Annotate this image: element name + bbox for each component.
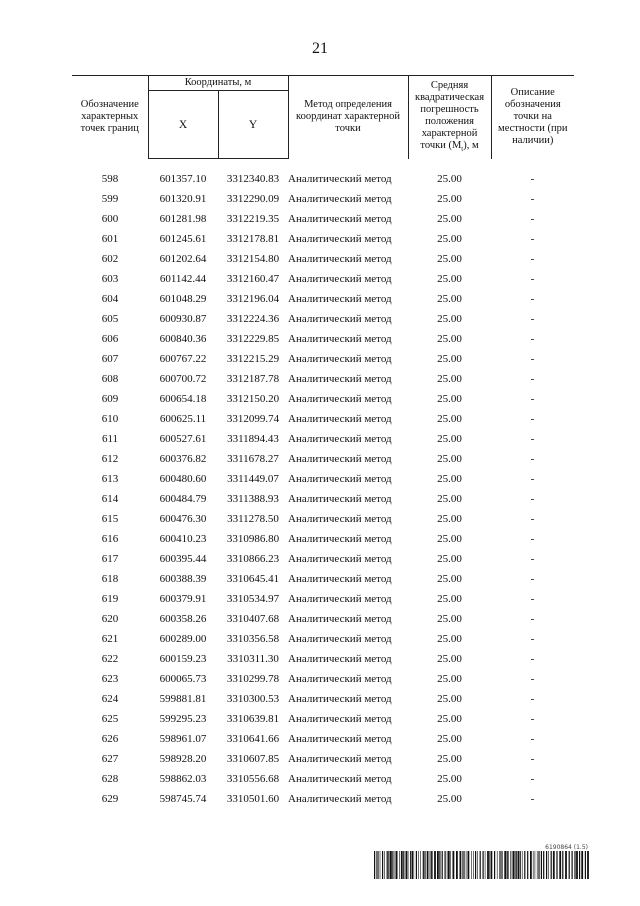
cell-method: Аналитический метод	[288, 733, 392, 745]
cell-method: Аналитический метод	[288, 773, 392, 785]
cell-point: 599	[101, 193, 119, 205]
table-row	[72, 629, 574, 649]
cell-point: 611	[101, 433, 119, 445]
cell-point: 622	[101, 653, 119, 665]
cell-x: 601245.61	[159, 233, 207, 245]
cell-y: 3310639.81	[226, 713, 280, 725]
header-error: Средняя квадратическая погрешность положения характерной точки $(M_t)$, м	[408, 76, 491, 159]
cell-point: 627	[101, 753, 119, 765]
cell-point: 626	[101, 733, 119, 745]
coordinates-table	[72, 75, 574, 809]
cell-x: 600527.61	[159, 433, 207, 445]
table-row	[72, 369, 574, 389]
cell-error: 25.00	[437, 433, 462, 445]
cell-y: 3312290.09	[226, 193, 280, 205]
cell-desc: -	[530, 713, 535, 725]
cell-y: 3311894.43	[227, 433, 279, 445]
cell-desc: -	[530, 633, 535, 645]
cell-error: 25.00	[437, 353, 462, 365]
cell-method: Аналитический метод	[288, 433, 392, 445]
barcode-image	[374, 851, 590, 879]
cell-y: 3310356.58	[226, 633, 280, 645]
cell-desc: -	[530, 613, 535, 625]
cell-y: 3311278.50	[227, 513, 279, 525]
cell-error: 25.00	[437, 193, 462, 205]
cell-method: Аналитический метод	[288, 453, 392, 465]
table-row	[72, 769, 574, 789]
cell-point: 614	[101, 493, 119, 505]
table-body	[72, 159, 574, 810]
cell-error: 25.00	[437, 693, 462, 705]
table-row	[72, 409, 574, 429]
cell-method: Аналитический метод	[288, 713, 392, 725]
cell-error: 25.00	[437, 513, 462, 525]
cell-y: 3312229.85	[226, 333, 280, 345]
cell-x: 600930.87	[159, 313, 207, 325]
cell-point: 603	[101, 273, 119, 285]
cell-x: 601048.29	[159, 293, 207, 305]
cell-point: 618	[101, 573, 119, 585]
cell-error: 25.00	[437, 593, 462, 605]
cell-point: 601	[101, 233, 119, 245]
table-row	[72, 749, 574, 769]
cell-desc: -	[530, 433, 535, 445]
cell-y: 3312099.74	[226, 413, 280, 425]
cell-y: 3310556.68	[226, 773, 280, 785]
cell-x: 600358.26	[159, 613, 207, 625]
cell-point: 602	[101, 253, 119, 265]
table-row	[72, 709, 574, 729]
cell-y: 3311449.07	[227, 473, 279, 485]
cell-method: Аналитический метод	[288, 753, 392, 765]
cell-error: 25.00	[437, 233, 462, 245]
cell-point: 606	[101, 333, 119, 345]
cell-desc: -	[530, 173, 535, 185]
cell-method: Аналитический метод	[288, 173, 392, 185]
cell-method: Аналитический метод	[288, 293, 392, 305]
cell-point: 598	[101, 173, 119, 185]
cell-desc: -	[530, 513, 535, 525]
cell-y: 3310986.80	[226, 533, 280, 545]
barcode	[374, 844, 590, 880]
cell-point: 609	[101, 393, 119, 405]
table-row	[72, 489, 574, 509]
cell-x: 601320.91	[159, 193, 207, 205]
cell-y: 3312224.36	[226, 313, 280, 325]
cell-desc: -	[530, 793, 535, 805]
cell-x: 601202.64	[159, 253, 207, 265]
cell-point: 600	[101, 213, 119, 225]
cell-method: Аналитический метод	[288, 593, 392, 605]
cell-desc: -	[530, 273, 535, 285]
cell-x: 601142.44	[159, 273, 207, 285]
cell-desc: -	[530, 473, 535, 485]
cell-point: 624	[101, 693, 119, 705]
cell-desc: -	[530, 233, 535, 245]
table-row	[72, 569, 574, 589]
cell-method: Аналитический метод	[288, 553, 392, 565]
cell-y: 3312150.20	[226, 393, 280, 405]
header-description: Описание обозначения точки на местности (при наличии)	[491, 76, 574, 159]
cell-method: Аналитический метод	[288, 413, 392, 425]
cell-y: 3310299.78	[226, 673, 280, 685]
cell-method: Аналитический метод	[288, 693, 392, 705]
cell-error: 25.00	[437, 733, 462, 745]
table-row	[72, 229, 574, 249]
cell-x: 598745.74	[159, 793, 207, 805]
table-row	[72, 649, 574, 669]
table-row	[72, 169, 574, 189]
cell-y: 3310501.60	[226, 793, 280, 805]
cell-desc: -	[530, 253, 535, 265]
table-row	[72, 689, 574, 709]
cell-y: 3312160.47	[226, 273, 280, 285]
header-coordinates-group: Координаты, м	[148, 76, 288, 91]
table-row	[72, 289, 574, 309]
cell-method: Аналитический метод	[288, 353, 392, 365]
cell-error: 25.00	[437, 333, 462, 345]
cell-point: 620	[101, 613, 119, 625]
cell-desc: -	[530, 653, 535, 665]
cell-desc: -	[530, 733, 535, 745]
cell-error: 25.00	[437, 773, 462, 785]
cell-error: 25.00	[437, 253, 462, 265]
cell-desc: -	[530, 333, 535, 345]
cell-x: 599881.81	[159, 693, 207, 705]
cell-desc: -	[530, 753, 535, 765]
table-row	[72, 429, 574, 449]
cell-point: 610	[101, 413, 119, 425]
cell-method: Аналитический метод	[288, 333, 392, 345]
cell-y: 3312154.80	[226, 253, 280, 265]
cell-desc: -	[530, 393, 535, 405]
table-row	[72, 509, 574, 529]
table-row	[72, 789, 574, 809]
cell-method: Аналитический метод	[288, 373, 392, 385]
cell-method: Аналитический метод	[288, 493, 392, 505]
header-point-designation: Обозначение характерных точек границ	[72, 76, 148, 159]
header-method: Метод определения координат характерной точки	[288, 76, 408, 159]
cell-point: 612	[101, 453, 119, 465]
cell-method: Аналитический метод	[288, 193, 392, 205]
table-row	[72, 309, 574, 329]
cell-error: 25.00	[437, 793, 462, 805]
cell-error: 25.00	[437, 673, 462, 685]
cell-y: 3310641.66	[226, 733, 280, 745]
cell-y: 3310534.97	[226, 593, 280, 605]
cell-error: 25.00	[437, 213, 462, 225]
table-row	[72, 189, 574, 209]
cell-x: 600410.23	[159, 533, 207, 545]
cell-point: 605	[101, 313, 119, 325]
table-row	[72, 669, 574, 689]
table-row	[72, 329, 574, 349]
table-row	[72, 449, 574, 469]
table-row	[72, 249, 574, 269]
cell-desc: -	[530, 353, 535, 365]
cell-method: Аналитический метод	[288, 793, 392, 805]
cell-error: 25.00	[437, 173, 462, 185]
cell-desc: -	[530, 673, 535, 685]
table-row	[72, 529, 574, 549]
cell-point: 607	[101, 353, 119, 365]
cell-method: Аналитический метод	[288, 573, 392, 585]
cell-x: 600395.44	[159, 553, 207, 565]
cell-error: 25.00	[437, 553, 462, 565]
cell-x: 600484.79	[159, 493, 207, 505]
cell-method: Аналитический метод	[288, 393, 392, 405]
cell-method: Аналитический метод	[288, 253, 392, 265]
cell-method: Аналитический метод	[288, 313, 392, 325]
table-row	[72, 469, 574, 489]
table-row	[72, 389, 574, 409]
cell-desc: -	[530, 453, 535, 465]
cell-method: Аналитический метод	[288, 673, 392, 685]
cell-error: 25.00	[437, 713, 462, 725]
cell-y: 3310645.41	[226, 573, 280, 585]
cell-y: 3312178.81	[226, 233, 280, 245]
table-row	[72, 589, 574, 609]
cell-point: 615	[101, 513, 119, 525]
cell-error: 25.00	[437, 613, 462, 625]
cell-y: 3310607.85	[226, 753, 280, 765]
cell-point: 613	[101, 473, 119, 485]
cell-error: 25.00	[437, 373, 462, 385]
cell-x: 600476.30	[159, 513, 207, 525]
header-y: Y	[218, 91, 288, 159]
cell-error: 25.00	[437, 453, 462, 465]
cell-y: 3311678.27	[227, 453, 279, 465]
cell-y: 3311388.93	[227, 493, 279, 505]
cell-x: 600159.23	[159, 653, 207, 665]
cell-desc: -	[530, 313, 535, 325]
cell-method: Аналитический метод	[288, 213, 392, 225]
cell-x: 600388.39	[159, 573, 207, 585]
table-row	[72, 729, 574, 749]
cell-error: 25.00	[437, 313, 462, 325]
cell-method: Аналитический метод	[288, 613, 392, 625]
cell-x: 600654.18	[159, 393, 207, 405]
cell-desc: -	[530, 193, 535, 205]
cell-point: 629	[101, 793, 119, 805]
cell-point: 604	[101, 293, 119, 305]
cell-x: 601281.98	[159, 213, 207, 225]
cell-method: Аналитический метод	[288, 473, 392, 485]
cell-desc: -	[530, 533, 535, 545]
cell-desc: -	[530, 293, 535, 305]
cell-y: 3312196.04	[226, 293, 280, 305]
cell-error: 25.00	[437, 533, 462, 545]
cell-y: 3312215.29	[226, 353, 280, 365]
cell-x: 600379.91	[159, 593, 207, 605]
cell-x: 600289.00	[159, 633, 207, 645]
cell-error: 25.00	[437, 473, 462, 485]
cell-point: 608	[101, 373, 119, 385]
cell-y: 3310311.30	[227, 653, 279, 665]
cell-error: 25.00	[437, 493, 462, 505]
cell-desc: -	[530, 573, 535, 585]
cell-desc: -	[530, 693, 535, 705]
cell-point: 621	[101, 633, 119, 645]
cell-point: 625	[101, 713, 119, 725]
cell-desc: -	[530, 213, 535, 225]
table-row	[72, 549, 574, 569]
cell-y: 3312187.78	[226, 373, 280, 385]
cell-y: 3310407.68	[226, 613, 280, 625]
cell-x: 600767.22	[159, 353, 207, 365]
header-x: X	[148, 91, 218, 159]
cell-error: 25.00	[437, 573, 462, 585]
table-row	[72, 349, 574, 369]
cell-x: 598961.07	[159, 733, 207, 745]
cell-error: 25.00	[437, 393, 462, 405]
cell-method: Аналитический метод	[288, 273, 392, 285]
cell-x: 598862.03	[159, 773, 207, 785]
cell-desc: -	[530, 413, 535, 425]
cell-desc: -	[530, 373, 535, 385]
cell-desc: -	[530, 493, 535, 505]
cell-error: 25.00	[437, 413, 462, 425]
cell-method: Аналитический метод	[288, 233, 392, 245]
cell-point: 623	[101, 673, 119, 685]
table-row	[72, 269, 574, 289]
cell-point: 628	[101, 773, 119, 785]
table-row	[72, 609, 574, 629]
cell-desc: -	[530, 593, 535, 605]
cell-method: Аналитический метод	[288, 653, 392, 665]
cell-method: Аналитический метод	[288, 513, 392, 525]
cell-y: 3312219.35	[226, 213, 280, 225]
cell-x: 600376.82	[159, 453, 207, 465]
cell-method: Аналитический метод	[288, 633, 392, 645]
table-row	[72, 209, 574, 229]
page-number: 21	[312, 40, 328, 57]
cell-point: 617	[101, 553, 119, 565]
cell-method: Аналитический метод	[288, 533, 392, 545]
cell-x: 600700.72	[159, 373, 207, 385]
cell-y: 3310300.53	[226, 693, 280, 705]
cell-x: 600840.36	[159, 333, 207, 345]
cell-error: 25.00	[437, 653, 462, 665]
cell-error: 25.00	[437, 753, 462, 765]
cell-y: 3310866.23	[226, 553, 280, 565]
cell-x: 600480.60	[159, 473, 207, 485]
cell-desc: -	[530, 553, 535, 565]
cell-desc: -	[530, 773, 535, 785]
cell-y: 3312340.83	[226, 173, 280, 185]
cell-x: 600625.11	[159, 413, 207, 425]
cell-error: 25.00	[437, 293, 462, 305]
cell-x: 601357.10	[159, 173, 207, 185]
cell-point: 619	[101, 593, 119, 605]
cell-x: 599295.23	[159, 713, 207, 725]
barcode-label: 6190864 (1.5)	[545, 844, 588, 851]
cell-error: 25.00	[437, 633, 462, 645]
cell-error: 25.00	[437, 273, 462, 285]
cell-x: 600065.73	[159, 673, 207, 685]
cell-point: 616	[101, 533, 119, 545]
cell-x: 598928.20	[159, 753, 207, 765]
